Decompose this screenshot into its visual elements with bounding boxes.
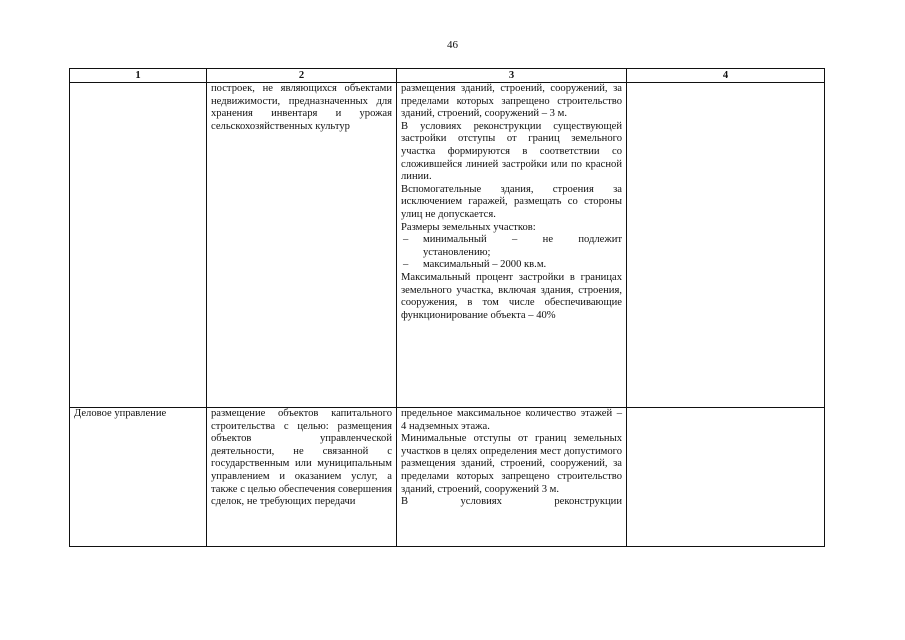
parameters-paragraph: Размеры земельных участков: — [401, 221, 536, 233]
header-col-1: 1 — [70, 69, 207, 83]
page-number: 46 — [447, 39, 458, 51]
regulations-table — [69, 68, 825, 547]
notes-cell — [627, 408, 825, 547]
parameters-paragraph: Максимальный процент застройки в границах земельного участка, включая здания, строения, сооружения, в том числе обеспечивающие функционирование объекта – 40% — [401, 271, 622, 321]
parameters-paragraph: В условиях реконструкции существующей застройки отступы от границ земельного участка формируются в соответствии со сложившейся линией застройки или по красной линии. — [401, 120, 622, 183]
land-use-name-cell — [70, 83, 207, 408]
list-item-text: максимальный – 2000 кв.м. — [423, 259, 547, 271]
parameters-paragraph: Минимальные отступы от границ земельных участков в целях определения мест допустимого размещения зданий, строений, сооружений, за пределами которых запрещено строительство зданий, строений, сооружений 3 м. — [401, 433, 622, 495]
dash-bullet: – — [403, 259, 409, 271]
list-item-text: минимальный – не подлежит установлению; — [423, 234, 622, 258]
table-row — [70, 408, 825, 547]
land-use-name-cell: Деловое управление — [70, 408, 207, 547]
land-use-description-cell: размещение объектов капитального строительства с целью: размещения объектов управленческой деятельности, не связанной с государственным или муниципальным управлением и оказанием услуг, а также с целью обеспечения совершения сделок, не требующих передачи — [207, 408, 397, 547]
header-col-4: 4 — [627, 69, 825, 83]
land-use-description-cell: построек, не являющихся объектами недвижимости, предназначенных для хранения инвентаря и урожая сельскохозяйственных культур — [207, 83, 397, 408]
parameters-paragraph: предельное максимальное количество этажей – 4 надземных этажа. — [401, 408, 622, 432]
parameters-paragraph: размещения зданий, строений, сооружений, за пределами которых запрещено строительство зданий, строений, сооружений – 3 м. — [401, 83, 622, 120]
dash-bullet: – — [403, 234, 409, 246]
list-item — [401, 259, 622, 272]
table-row — [70, 83, 825, 408]
header-col-3: 3 — [397, 69, 627, 83]
parameters-cell — [397, 408, 627, 547]
list-item — [401, 234, 622, 259]
parameters-paragraph: Вспомогательные здания, строения за исключением гаражей, размещать со стороны улиц не допускается. — [401, 183, 622, 220]
parameters-paragraph: В условиях реконструкции — [401, 496, 622, 508]
notes-cell — [627, 83, 825, 408]
header-col-2: 2 — [207, 69, 397, 83]
parameters-cell — [397, 83, 627, 408]
table-header-row — [70, 69, 825, 83]
